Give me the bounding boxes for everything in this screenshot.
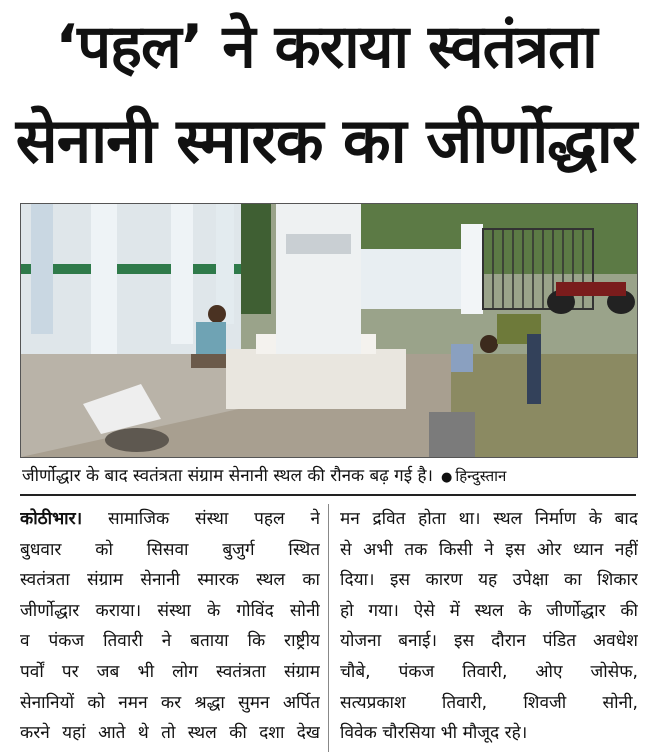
headline-line-1: ‘पहल’ ने कराया स्वतंत्रता (55, 12, 597, 82)
caption-text: जीर्णोद्धार के बाद स्वतंत्रता संग्राम सेनानी स्थल की रौनक बढ़ गई है। (22, 466, 433, 486)
column-divider (328, 504, 329, 752)
article-line: चौबे, पंकज तिवारी, ओए जोसेफ, (340, 661, 638, 682)
article-line: हो गया। ऐसे में स्थल के जीर्णोद्धार की (340, 600, 638, 621)
article-line: दिया। इस कारण यह उपेक्षा का शिकार (340, 570, 638, 591)
article-line: सत्यप्रकाश तिवारी, शिवजी सोनी, (340, 692, 638, 713)
article-line: जीर्णोद्धार कराया। संस्था के गोविंद सोनी (20, 600, 320, 621)
article-line: स्वतंत्रता संग्राम सेनानी स्मारक स्थल का (20, 570, 320, 591)
article-line: विवेक चौरसिया भी मौजूद रहे। (340, 723, 528, 744)
article-line: बुधवार को सिसवा बुजुर्ग स्थित (20, 539, 320, 560)
article-line: योजना बनाई। इस दौरान पंडित अवधेश (340, 631, 638, 652)
article-line: कोठीभार। सामाजिक संस्था पहल ने (20, 509, 320, 529)
memorial-photo-illustration (21, 204, 637, 457)
article-line: करने यहां आते थे तो स्थल की दशा देख (20, 723, 320, 744)
article-line: मन द्रवित होता था। स्थल निर्माण के बाद (340, 509, 638, 529)
headline-line-2: सेनानी स्मारक का जीर्णोद्धार (15, 104, 637, 177)
article-column-left (20, 504, 320, 749)
bullet-icon: ● (440, 470, 453, 485)
caption-credit: हिन्दुस्तान (455, 467, 507, 485)
caption-divider (20, 494, 636, 496)
article-column-right (340, 504, 638, 749)
photo-caption (22, 462, 636, 490)
dateline: कोठीभार। (20, 509, 83, 529)
article-line: व पंकज तिवारी ने बताया कि राष्ट्रीय (20, 631, 320, 652)
article-line: सेनानियों को नमन कर श्रद्धा सुमन अर्पित (20, 692, 320, 713)
article-line: से अभी तक किसी ने इस ओर ध्यान नहीं (340, 539, 638, 560)
memorial-photo (20, 203, 638, 458)
article-line: पर्वों पर जब भी लोग स्वतंत्रता संग्राम (20, 661, 320, 682)
